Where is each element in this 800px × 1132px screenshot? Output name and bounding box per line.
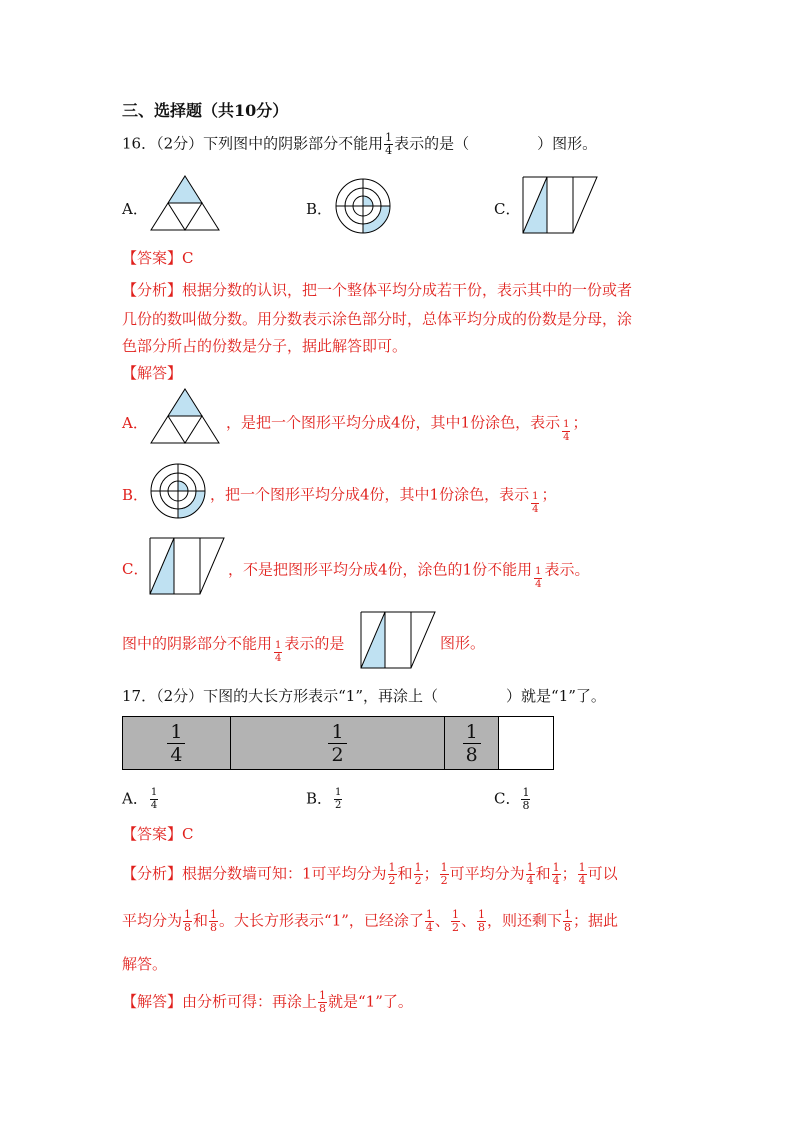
sol-c-label: C． <box>122 560 149 578</box>
q16-conclusion: 图中的阴影部分不能用 $\frac{1}{4}$ 表示的是 <box>122 634 345 664</box>
q16-option-a-label: A． <box>122 200 148 218</box>
bar-segment-label: $\frac{1}{8}$ <box>463 721 481 766</box>
bar-segment-label: $\frac{1}{4}$ <box>167 721 185 766</box>
q17-analysis-line1: 【分析】根据分数墙可知：1可平均分为 $\frac{1}{2}$ 和 $\frac{1}{2}$ ； $\frac{1}{2}$ 可平均分为 $\frac{1}{4}$ 和 $\frac{1}{4}$ ； $\frac{1}{4}$ 可以 <box>122 861 618 887</box>
parallelogram-figure-conclusion <box>360 611 436 669</box>
q16-analysis-line2: 几份的数叫做分数。用分数表示涂色部分时，总体平均分成的份数是分母，涂 <box>122 310 633 328</box>
q16-score: （2分） <box>156 134 204 153</box>
bar-segment <box>445 717 499 769</box>
ring-figure-solution-b <box>150 463 206 519</box>
q17-solution: 【解答】由分析可得：再涂上 $\frac{1}{8}$ 就是“1”了。 <box>122 989 413 1015</box>
bar-segment <box>499 717 553 769</box>
bar-segment-label: $\frac{1}{2}$ <box>328 721 346 766</box>
q17-option-c: C． $\frac{1}{8}$ <box>494 786 530 812</box>
q17-option-a: A． $\frac{1}{4}$ <box>122 787 158 811</box>
sol-b-text: ，把一个图形平均分成4份，其中1份涂色，表示 $\frac{1}{4}$ ； <box>210 485 557 515</box>
q16-analysis-line1: 【分析】根据分数的认识，把一个整体平均分成若干份，表示其中的一份或者 <box>122 281 633 299</box>
q16-text-after: 表示的是（ <box>394 134 470 153</box>
q17-score: （2分） <box>156 687 204 705</box>
sol-a-label: A． <box>122 414 148 432</box>
q16-analysis-line3: 色部分所占的份数是分子，据此解答即可。 <box>122 337 408 355</box>
parallelogram-figure-c <box>522 176 598 234</box>
section-title: 三、选择题（共10分） <box>122 101 289 120</box>
q16-fraction: $\frac{1}{4}$ <box>385 131 393 157</box>
q17-stem: 17．（2分）下图的大长方形表示“1”，再涂上（ ）就是“1”了。 <box>122 687 606 705</box>
q16-option-b-label: B． <box>306 200 333 218</box>
q16-number: 16． <box>122 134 157 153</box>
q16-option-c-label: C． <box>494 200 521 218</box>
q17-option-b: B． $\frac{1}{2}$ <box>306 787 342 811</box>
bar-segment <box>231 717 446 769</box>
sol-a-text: ，是把一个图形平均分成4份，其中1份涂色，表示 $\frac{1}{4}$ ； <box>226 413 588 443</box>
triangle-figure-a <box>150 175 220 231</box>
q16-solution-label: 【解答】 <box>122 364 183 382</box>
parallelogram-figure-solution-c <box>149 537 225 595</box>
q17-answer: 【答案】C <box>122 825 194 843</box>
q16-conclusion-end: 图形。 <box>440 634 486 652</box>
ring-figure-b <box>335 178 391 234</box>
sol-b-label: B． <box>122 486 149 504</box>
bar-segment <box>123 717 231 769</box>
q16-answer: 【答案】C <box>122 249 194 267</box>
q17-analysis-line2: 平均分为 $\frac{1}{8}$ 和 $\frac{1}{8}$ 。大长方形表示“1”，已经涂了 $\frac{1}{4}$ 、 $\frac{1}{2}$ 、 $\frac{1}{8}$ ，则还剩下 $\frac{1}{8}$ ；据此 <box>122 908 618 934</box>
triangle-figure-solution-a <box>150 388 220 444</box>
q17-analysis-line3: 解答。 <box>122 955 168 973</box>
q16-text: 下列图中的阴影部分不能用 <box>203 134 384 153</box>
q16-stem <box>122 132 597 157</box>
q16-text-end: ）图形。 <box>537 134 598 153</box>
sol-c-text: ，不是把图形平均分成4份，涂色的1份不能用 $\frac{1}{4}$ 表示。 <box>228 560 590 590</box>
q17-number: 17． <box>122 687 157 705</box>
fraction-bar <box>122 716 554 770</box>
